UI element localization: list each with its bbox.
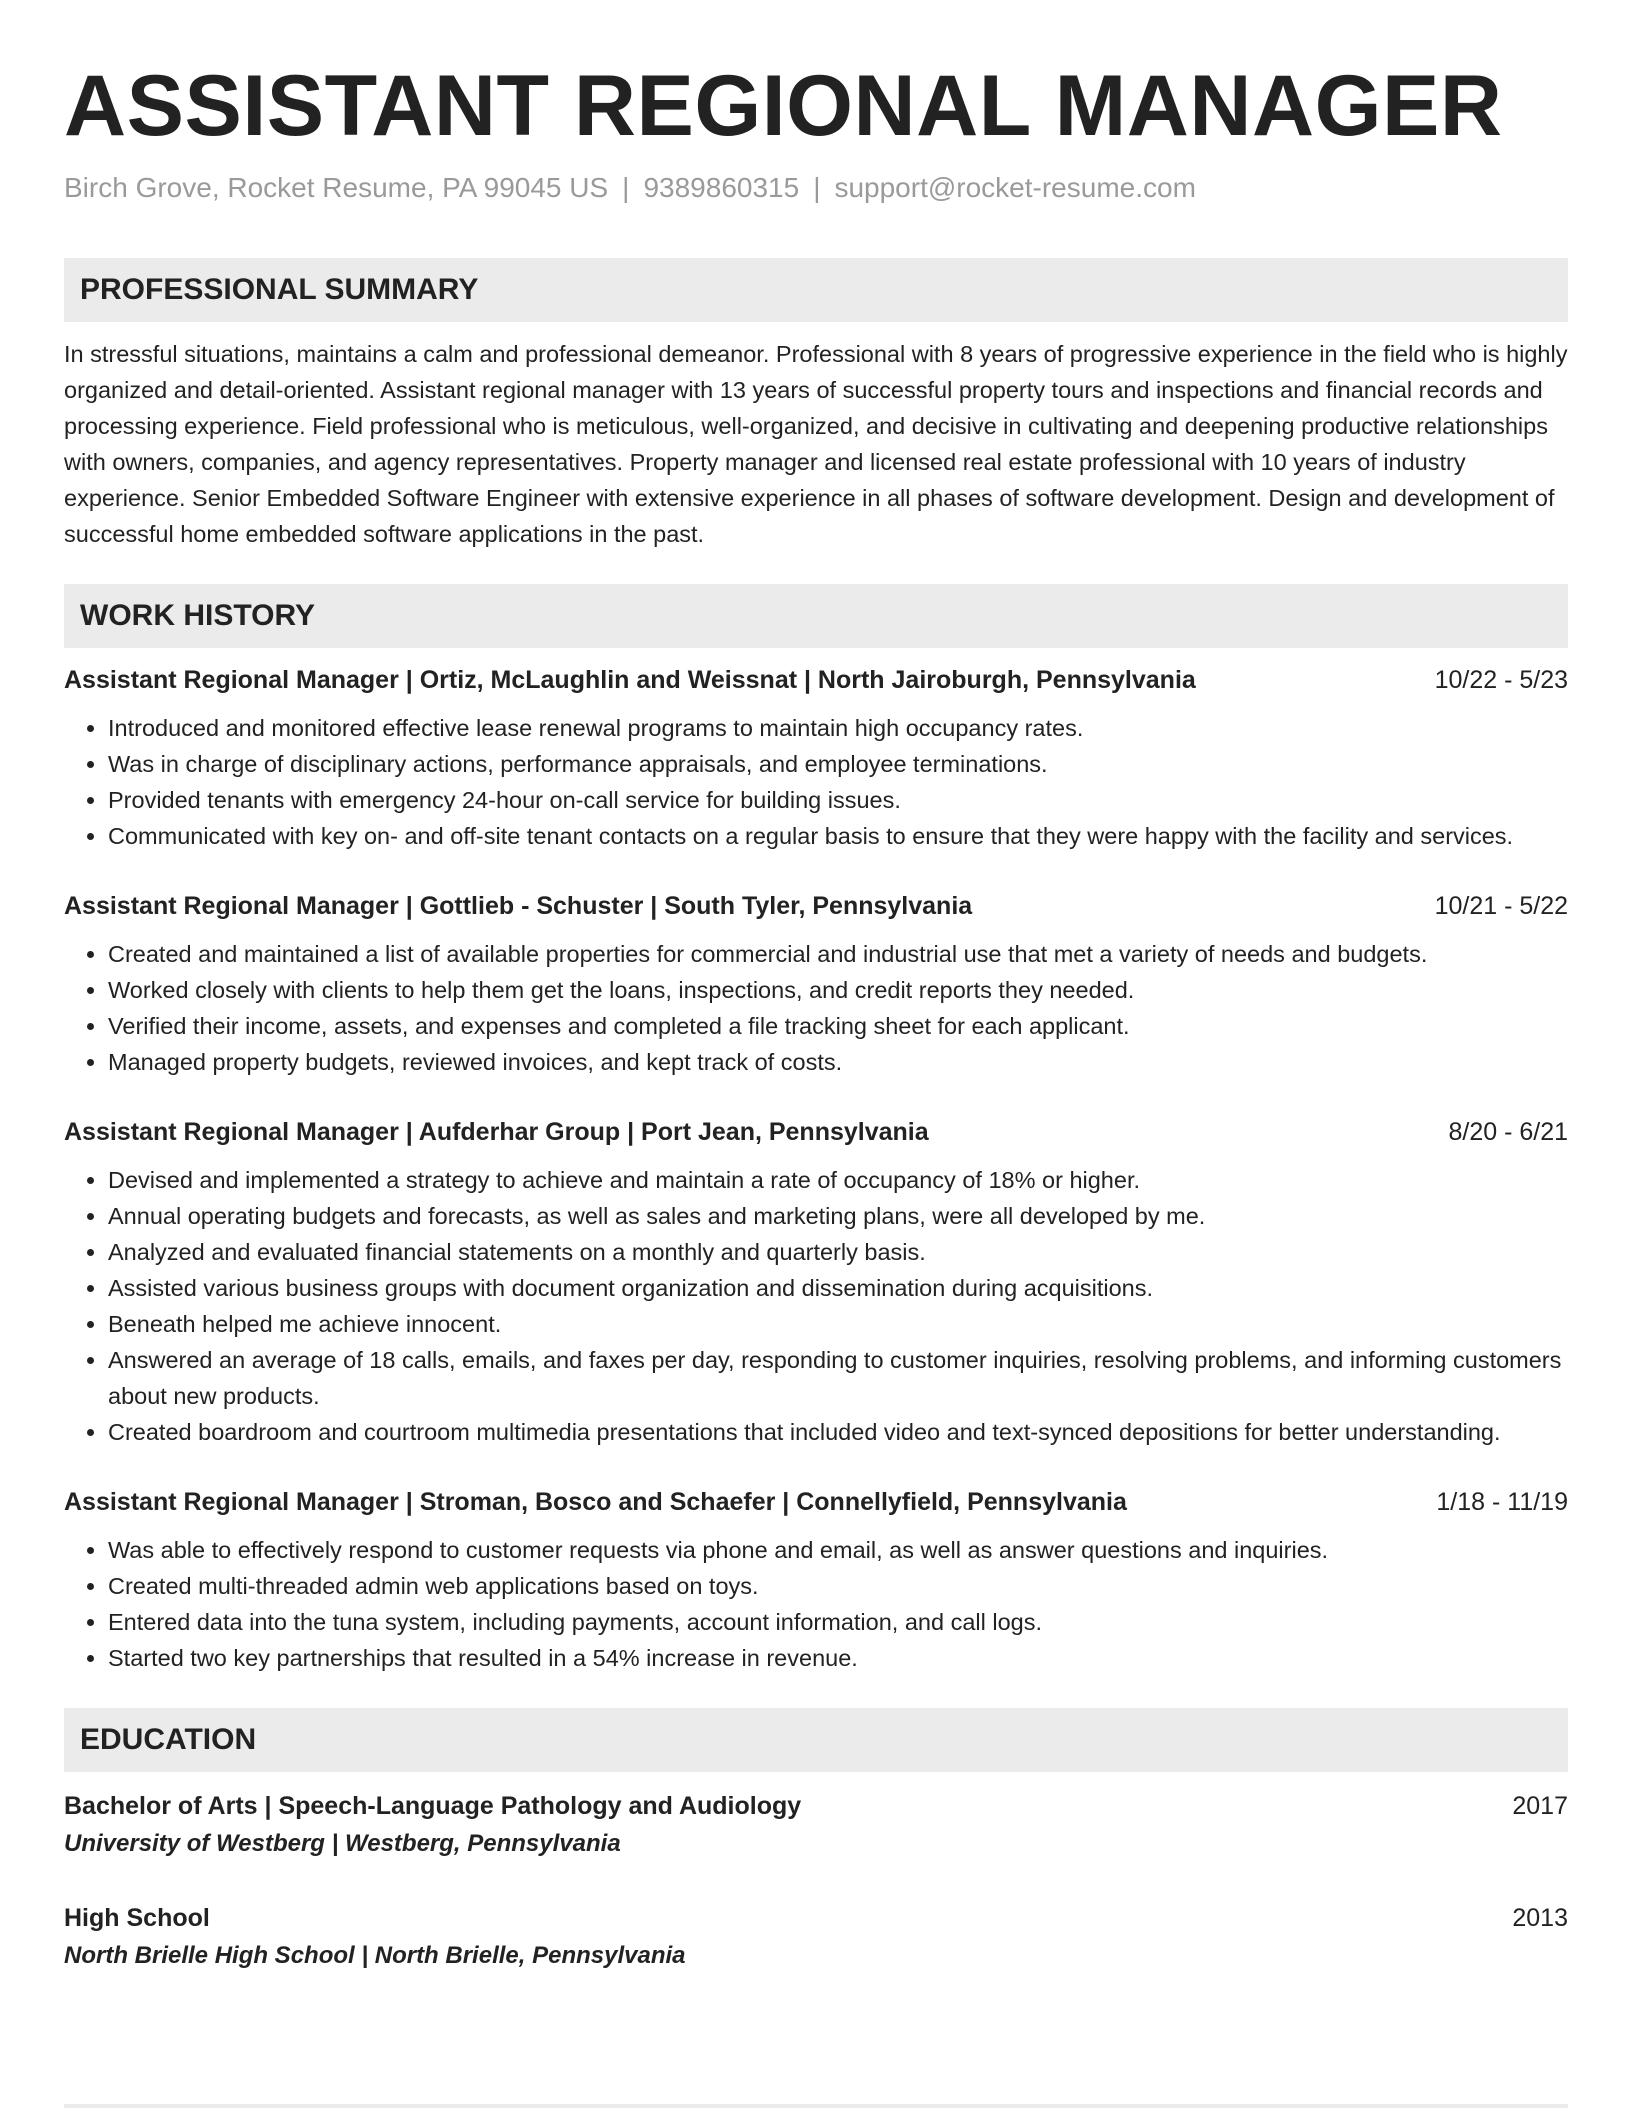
job-bullet: • Communicated with key on- and off-site tenant contacts on a regular basis to ensure that they were happy with the facility and services. (108, 818, 1568, 854)
job-bullet: • Assisted various business groups with document organization and dissemination during acquisitions. (108, 1270, 1568, 1306)
job-bullet: • Analyzed and evaluated financial statements on a monthly and quarterly basis. (108, 1234, 1568, 1270)
job-bullet-list (64, 1532, 1568, 1676)
job-bullet: • Devised and implemented a strategy to achieve and maintain a rate of occupancy of 18% or higher. (108, 1162, 1568, 1198)
section-header-work-history: WORK HISTORY (64, 584, 1568, 648)
job-dates: 10/22 - 5/23 (1434, 666, 1568, 694)
job-bullet: • Annual operating budgets and forecasts, as well as sales and marketing plans, were all developed by me. (108, 1198, 1568, 1234)
degree: High School (64, 1904, 210, 1932)
phone-number: 9389860315 (643, 172, 800, 203)
job-bullet: • Verified their income, assets, and expenses and completed a file tracking sheet for each applicant. (108, 1008, 1568, 1044)
bottom-divider (64, 2104, 1568, 2108)
job-bullet: • Created multi-threaded admin web applications based on toys. (108, 1568, 1568, 1604)
job-bullet: • Was able to effectively respond to customer requests via phone and email, as well as answer questions and inquiries. (108, 1532, 1568, 1568)
job-bullet: • Introduced and monitored effective lease renewal programs to maintain high occupancy rates. (108, 710, 1568, 746)
education-list (64, 1788, 1568, 1976)
graduation-year: 2013 (1512, 1904, 1568, 1932)
school-name: University of Westberg | Westberg, Pennsylvania (64, 1830, 621, 1857)
job-entry (64, 888, 1568, 1080)
contact-line (64, 168, 1568, 208)
job-entry (64, 662, 1568, 854)
graduation-year: 2017 (1512, 1792, 1568, 1820)
job-heading-row (64, 888, 1568, 924)
summary-text: In stressful situations, maintains a calm and professional demeanor. Professional with 8 years of progressive experience in the field who is highly organized and detail-oriented. Assistant regional manager with 13 years of successful property tours and inspections and financial records and processing experience. Field professional who is meticulous, well-organized, and decisive in cultivating and deepening productive relationships with owners, companies, and agency representatives. Property manager and licensed real estate professional with 10 years of industry experience. Senior Embedded Software Engineer with extensive experience in all phases of software development. Design and development of successful home embedded software applications in the past. (64, 341, 1568, 547)
section-header-summary: PROFESSIONAL SUMMARY (64, 258, 1568, 322)
job-title: Assistant Regional Manager | Aufderhar Group | Port Jean, Pennsylvania (64, 1118, 929, 1146)
job-bullet-list (64, 710, 1568, 854)
job-bullet: • Created and maintained a list of available properties for commercial and industrial use that met a variety of needs and budgets. (108, 936, 1568, 972)
address: Birch Grove, Rocket Resume, PA 99045 US (64, 172, 609, 203)
job-bullet: • Created boardroom and courtroom multimedia presentations that included video and text-synced depositions for better understanding. (108, 1414, 1568, 1450)
job-title: Assistant Regional Manager | Gottlieb - Schuster | South Tyler, Pennsylvania (64, 892, 973, 920)
job-dates: 10/21 - 5/22 (1434, 892, 1568, 920)
job-heading-row (64, 1114, 1568, 1150)
job-bullet: • Started two key partnerships that resulted in a 54% increase in revenue. (108, 1640, 1568, 1676)
school-name: North Brielle High School | North Brielle, Pennsylvania (64, 1942, 686, 1969)
contact-separator: | (622, 172, 630, 203)
section-header-education: EDUCATION (64, 1708, 1568, 1772)
job-dates: 8/20 - 6/21 (1448, 1118, 1568, 1146)
job-heading-row (64, 662, 1568, 698)
degree: Bachelor of Arts | Speech-Language Pathology and Audiology (64, 1792, 802, 1820)
job-bullet: • Entered data into the tuna system, including payments, account information, and call logs. (108, 1604, 1568, 1640)
job-bullet: • Provided tenants with emergency 24-hour on-call service for building issues. (108, 782, 1568, 818)
education-heading-row (64, 1788, 1568, 1824)
education-entry (64, 1900, 1568, 1976)
job-bullet: • Was in charge of disciplinary actions, performance appraisals, and employee terminations. (108, 746, 1568, 782)
job-entry (64, 1114, 1568, 1450)
job-bullet-list (64, 1162, 1568, 1450)
job-bullet: • Beneath helped me achieve innocent. (108, 1306, 1568, 1342)
job-bullet: • Worked closely with clients to help them get the loans, inspections, and credit reports they needed. (108, 972, 1568, 1008)
job-bullet: • Managed property budgets, reviewed invoices, and kept track of costs. (108, 1044, 1568, 1080)
job-title: Assistant Regional Manager | Ortiz, McLaughlin and Weissnat | North Jairoburgh, Pennsylvania (64, 666, 1196, 694)
resume-title: ASSISTANT REGIONAL MANAGER (64, 58, 1503, 154)
job-entry (64, 1484, 1568, 1676)
work-history-list (64, 662, 1568, 1676)
email-address: support@rocket-resume.com (834, 172, 1196, 203)
contact-separator: | (813, 172, 821, 203)
education-entry (64, 1788, 1568, 1864)
job-bullet: • Answered an average of 18 calls, emails, and faxes per day, responding to customer inquiries, resolving problems, and informing customers about new products. (108, 1342, 1568, 1414)
job-heading-row (64, 1484, 1568, 1520)
job-title: Assistant Regional Manager | Stroman, Bosco and Schaefer | Connellyfield, Pennsylvania (64, 1488, 1127, 1516)
job-bullet-list (64, 936, 1568, 1080)
education-heading-row (64, 1900, 1568, 1936)
job-dates: 1/18 - 11/19 (1436, 1488, 1568, 1516)
